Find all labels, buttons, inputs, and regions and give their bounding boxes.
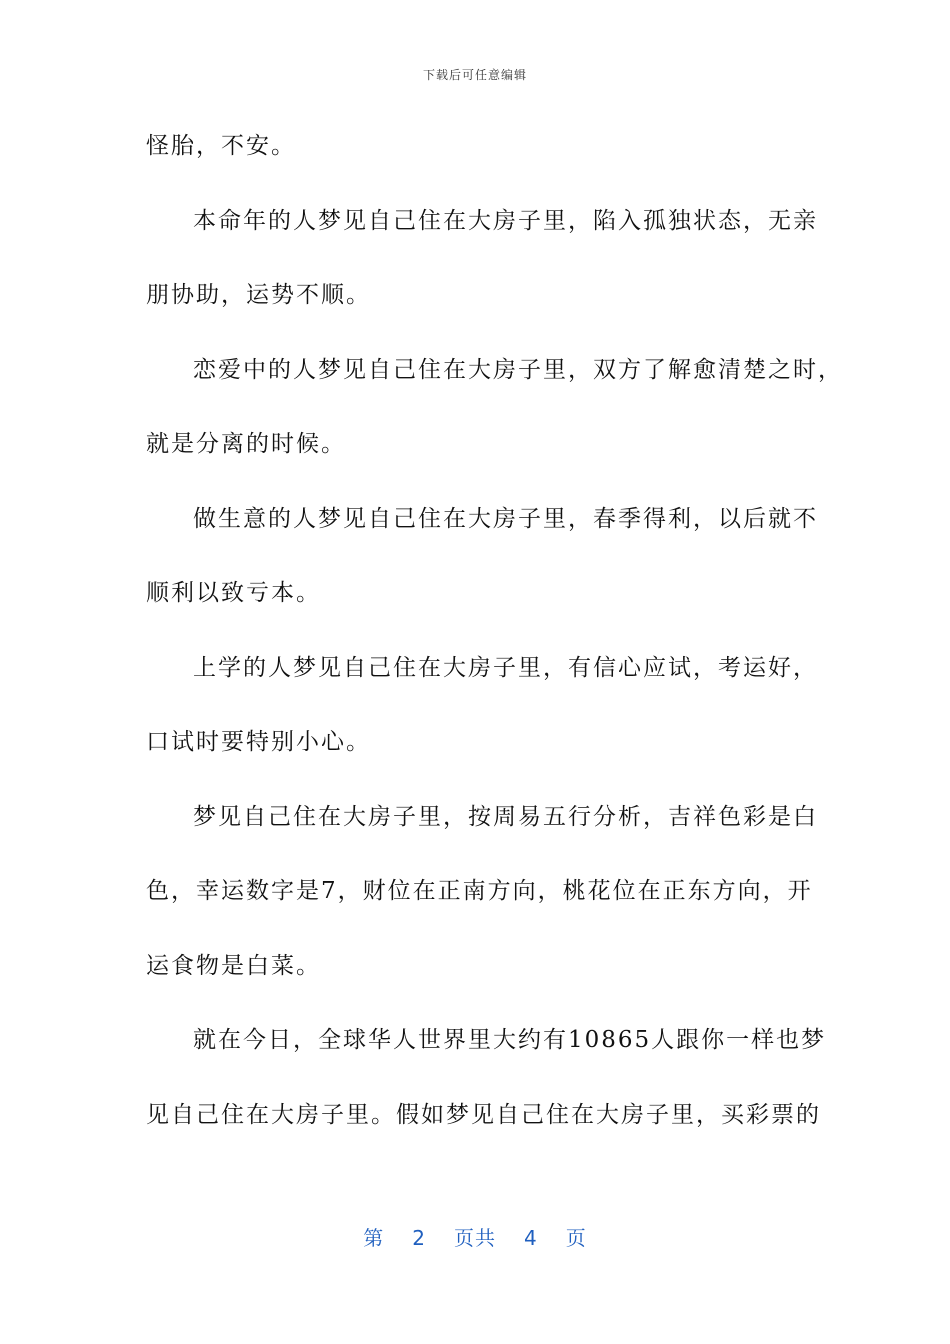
paragraph-line: 色，幸运数字是7，财位在正南方向，桃花位在正东方向，开 [146, 878, 813, 904]
paragraph-line: 朋协助，运势不顺。 [146, 282, 371, 308]
paragraph-line: 做生意的人梦见自己住在大房子里，春季得利，以后就不 [193, 505, 818, 532]
document-body [146, 121, 843, 1164]
footer-prefix: 第 [363, 1226, 385, 1250]
paragraph-line: 上学的人梦见自己住在大房子里，有信心应试，考运好， [193, 654, 818, 681]
current-page-number: 2 [412, 1226, 426, 1250]
page-number-footer [0, 1222, 950, 1251]
page-header: 下载后可任意编辑 [422, 68, 527, 82]
paragraph-line: 本命年的人梦见自己住在大房子里，陷入孤独状态，无亲 [193, 207, 818, 234]
paragraph-line: 梦见自己住在大房子里，按周易五行分析，吉祥色彩是白 [193, 803, 818, 830]
footer-middle: 页共 [454, 1226, 496, 1250]
paragraph-line: 恋爱中的人梦见自己住在大房子里，双方了解愈清楚之时， [193, 356, 843, 383]
footer-suffix: 页 [565, 1226, 587, 1250]
paragraph-line: 就在今日，全球华人世界里大约有10865人跟你一样也梦 [193, 1027, 827, 1053]
total-pages-number: 4 [524, 1226, 538, 1250]
paragraph-line: 见自己住在大房子里。假如梦见自己住在大房子里，买彩票的 [146, 1101, 821, 1128]
paragraph-line: 就是分离的时候。 [146, 431, 346, 457]
paragraph-line: 运食物是白菜。 [146, 952, 321, 979]
paragraph-line: 口试时要特别小心。 [146, 729, 371, 755]
paragraph-line: 怪胎，不安。 [146, 133, 296, 159]
paragraph-line: 顺利以致亏本。 [146, 580, 321, 606]
